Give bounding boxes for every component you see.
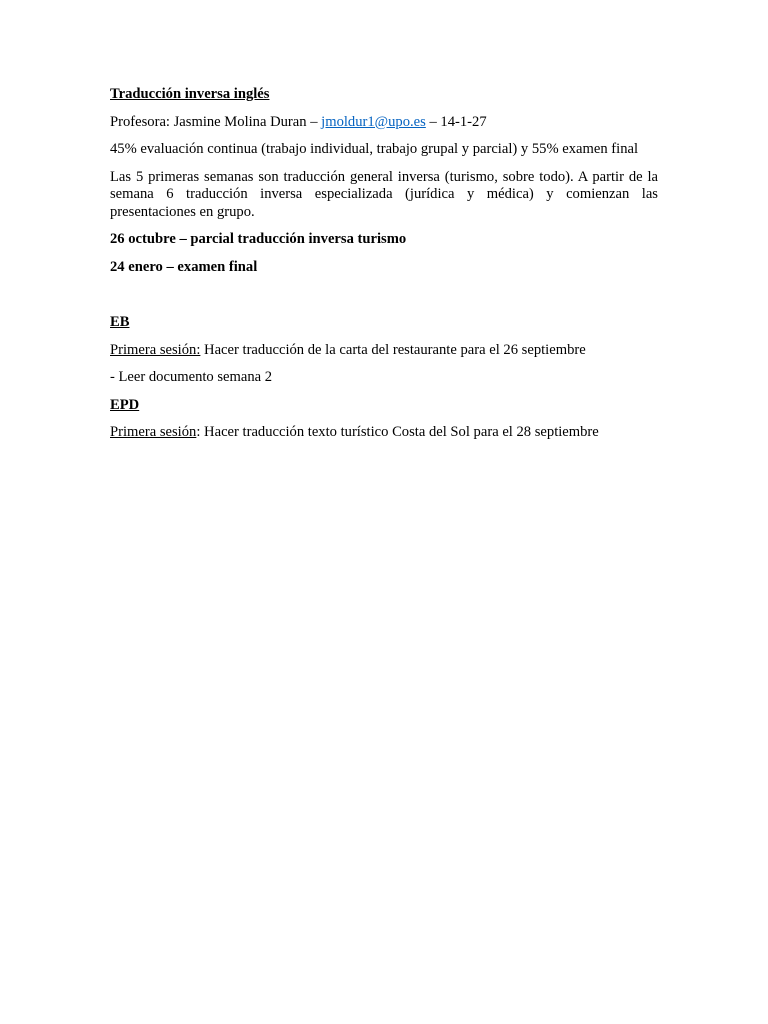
professor-line	[110, 114, 658, 132]
eb-session-text: Hacer traducción de la carta del restaurante para el 26 septiembre	[200, 341, 586, 358]
document-body	[110, 86, 658, 452]
professor-prefix: Profesora: Jasmine Molina Duran –	[110, 113, 322, 130]
eb-note: - Leer documento semana 2	[110, 369, 273, 385]
epd-session-label: Primera sesión	[110, 424, 197, 440]
final-exam-date: 24 enero – examen final	[110, 258, 258, 275]
eb-session-label: Primera sesión:	[110, 341, 201, 358]
section-spacer	[110, 286, 658, 314]
eb-session-line	[110, 342, 658, 360]
epd-session-line	[110, 424, 658, 442]
schedule-paragraph: Las 5 primeras semanas son traducción general inversa (turismo, sobre todo). A partir de la semana 6 traducción inversa especializada (jurídica y médica) y comienzan las presentaciones en grupo.	[110, 168, 658, 220]
eb-heading: EB	[110, 314, 130, 330]
document-title: Traducción inversa inglés	[110, 86, 270, 102]
epd-heading: EPD	[110, 396, 140, 413]
professor-suffix: – 14-1-27	[425, 113, 487, 130]
evaluation-paragraph: 45% evaluación continua (trabajo individual, trabajo grupal y parcial) y 55% examen final	[110, 141, 639, 157]
professor-email-link[interactable]: jmoldur1@upo.es	[321, 113, 426, 130]
epd-session-text: : Hacer traducción texto turístico Costa del Sol para el 28 septiembre	[196, 424, 599, 440]
partial-exam-date: 26 octubre – parcial traducción inversa turismo	[110, 231, 407, 247]
